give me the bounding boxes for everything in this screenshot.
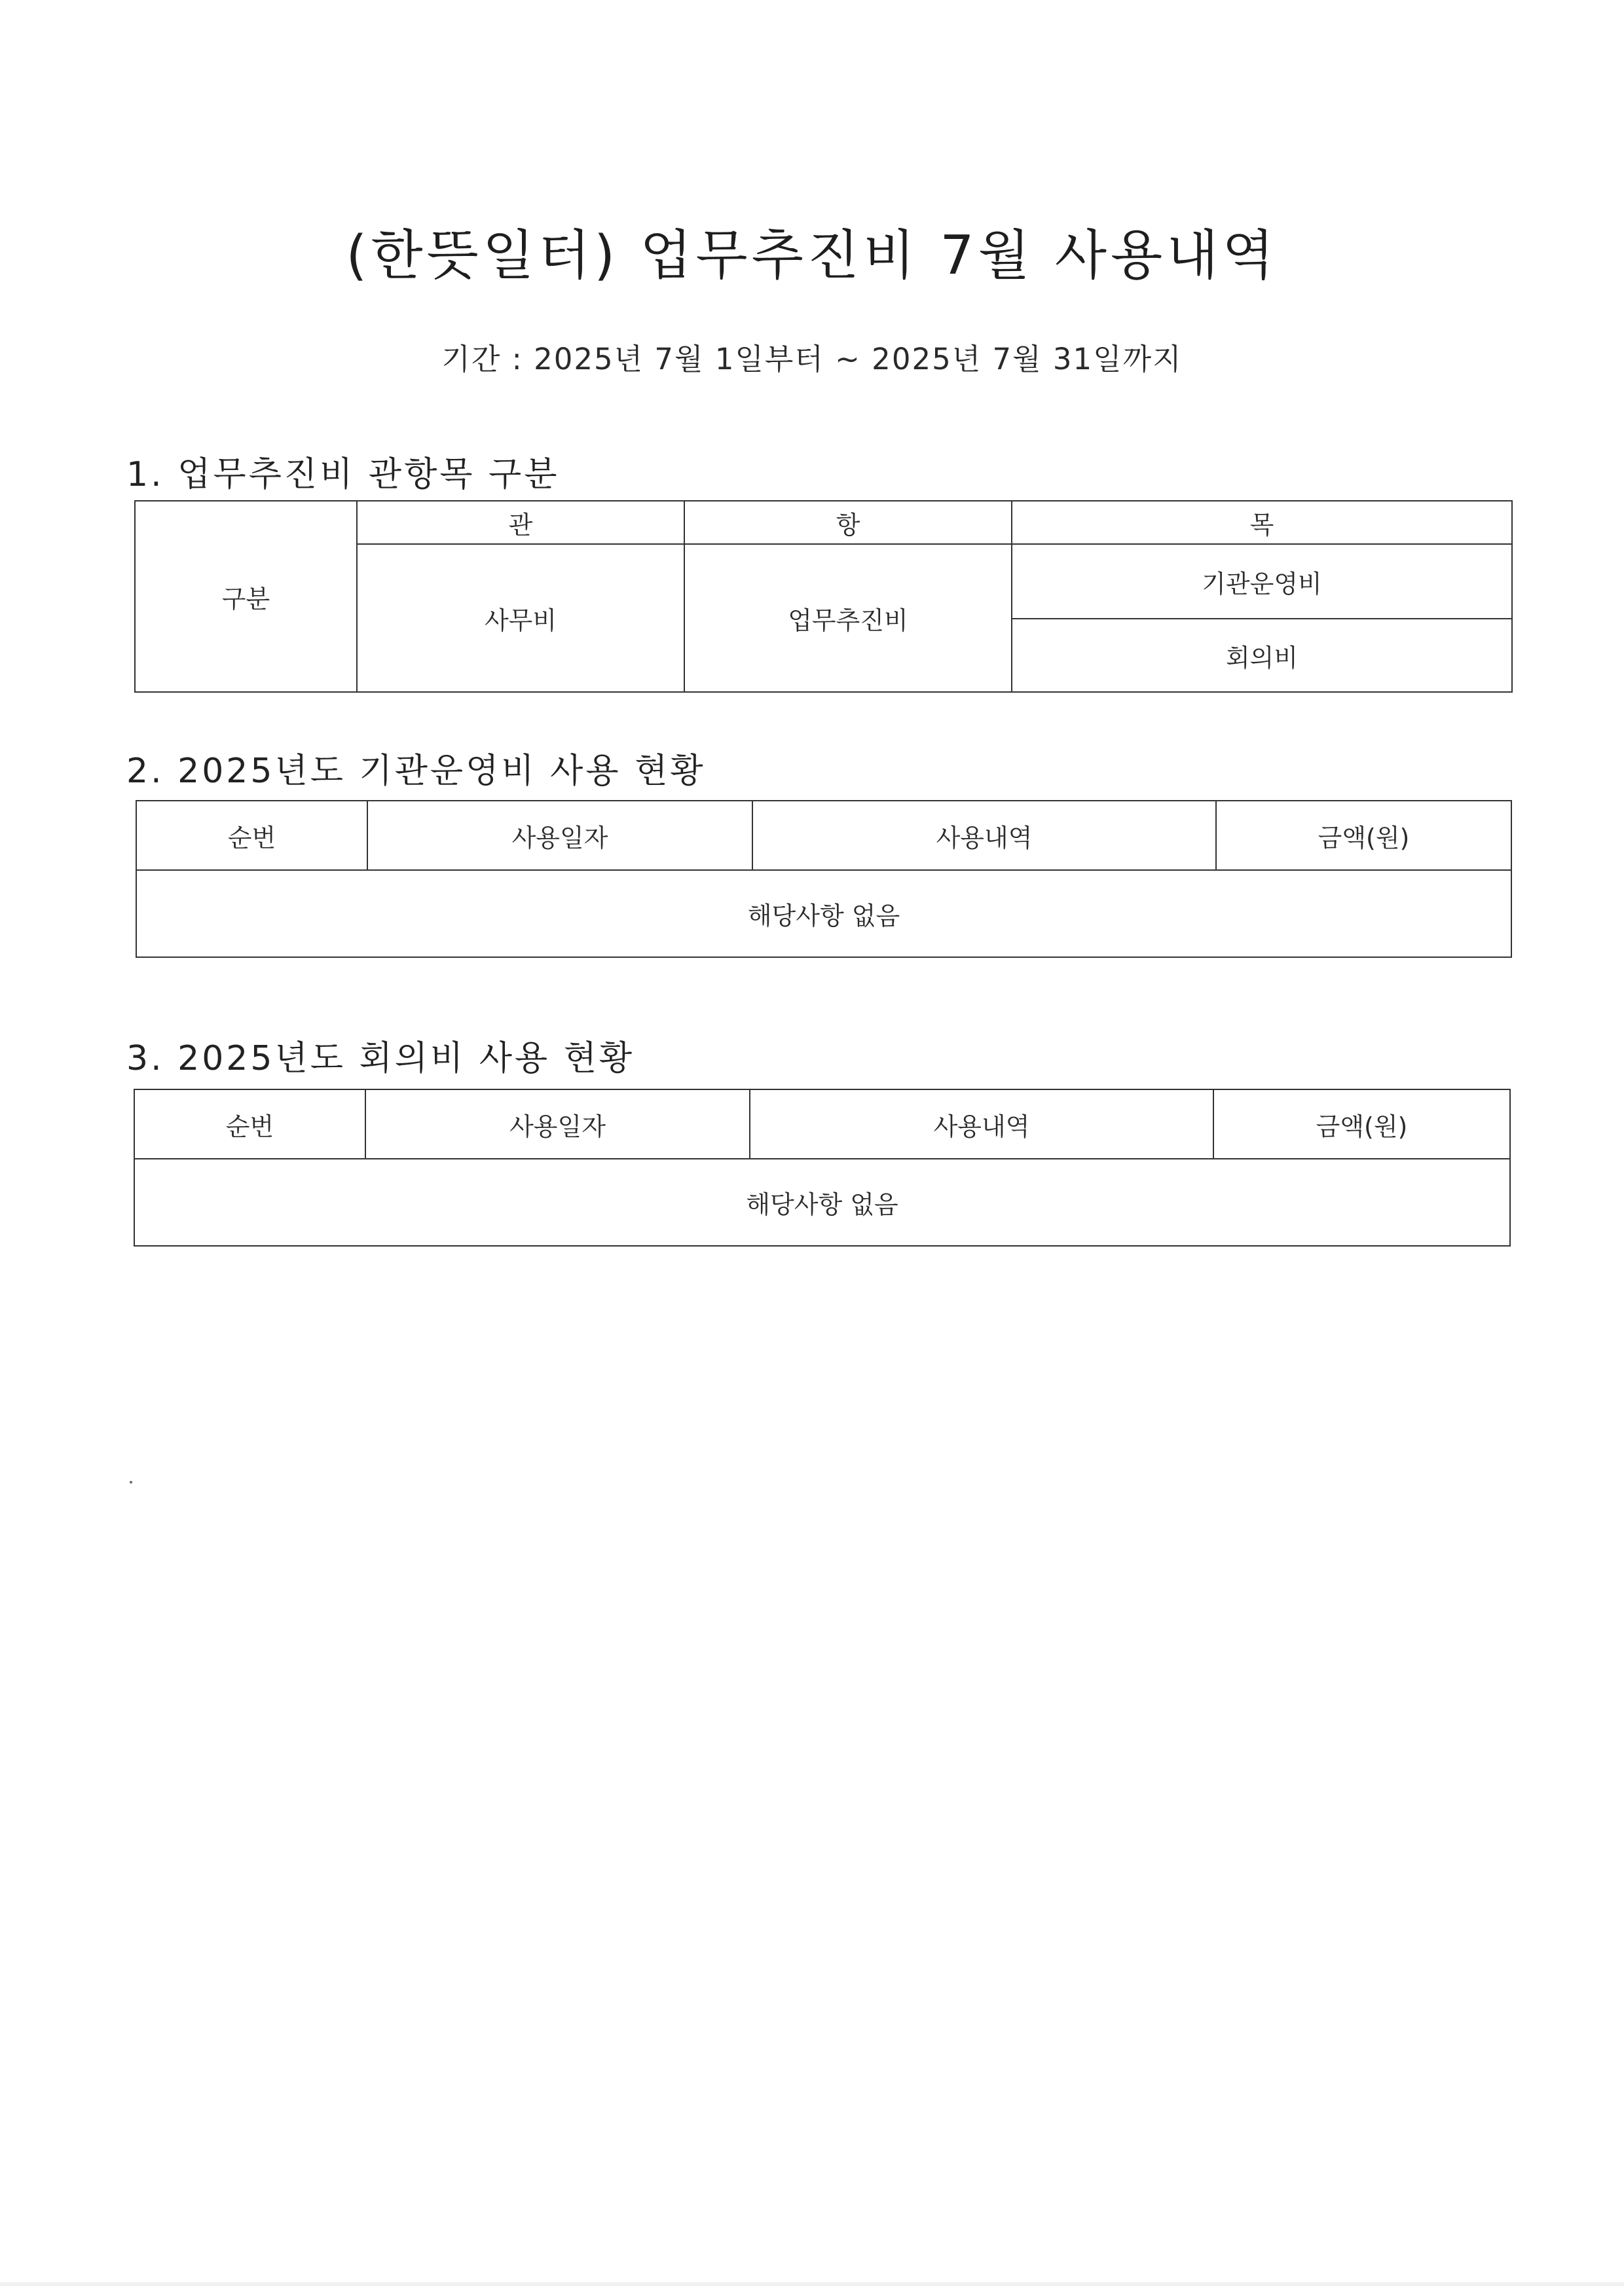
section-heading-meeting-expenses: 3. 2025년도 회의비 사용 현황	[126, 1039, 635, 1078]
col-header-seq: 순번	[136, 801, 367, 870]
empty-message-cell: 해당사항 없음	[134, 1159, 1510, 1246]
meeting-expenses-table	[134, 1089, 1511, 1247]
document-title: (한뜻일터) 업무추진비 7월 사용내역	[346, 225, 1278, 287]
table-row	[135, 501, 1512, 544]
gwan-value-cell: 사무비	[357, 544, 684, 692]
operating-expenses-table	[136, 800, 1512, 958]
table-header-row	[136, 801, 1511, 870]
col-header-details: 사용내역	[752, 801, 1216, 870]
scan-speck	[130, 1481, 132, 1484]
col-header-hang: 항	[684, 501, 1012, 544]
row-header-cell: 구분	[135, 501, 357, 692]
col-header-date: 사용일자	[367, 801, 752, 870]
empty-message-cell: 해당사항 없음	[136, 870, 1511, 957]
scan-edge	[0, 2282, 1624, 2286]
col-header-amount: 금액(원)	[1216, 801, 1511, 870]
col-header-seq: 순번	[134, 1089, 365, 1159]
col-header-amount: 금액(원)	[1213, 1089, 1510, 1159]
section-heading-category: 1. 업무추진비 관항목 구분	[126, 455, 560, 494]
category-table	[134, 500, 1513, 693]
mok-value-cell: 기관운영비	[1012, 544, 1512, 619]
table-row	[134, 1159, 1510, 1246]
col-header-mok: 목	[1012, 501, 1512, 544]
col-header-details: 사용내역	[750, 1089, 1213, 1159]
col-header-gwan: 관	[357, 501, 684, 544]
section-heading-operating-expenses: 2. 2025년도 기관운영비 사용 현황	[126, 752, 706, 791]
period-line: 기간 : 2025년 7월 1일부터 ~ 2025년 7월 31일까지	[441, 342, 1183, 376]
table-row	[136, 870, 1511, 957]
hang-value-cell: 업무추진비	[684, 544, 1012, 692]
table-header-row	[134, 1089, 1510, 1159]
col-header-date: 사용일자	[365, 1089, 750, 1159]
mok-value-cell: 회의비	[1012, 619, 1512, 692]
